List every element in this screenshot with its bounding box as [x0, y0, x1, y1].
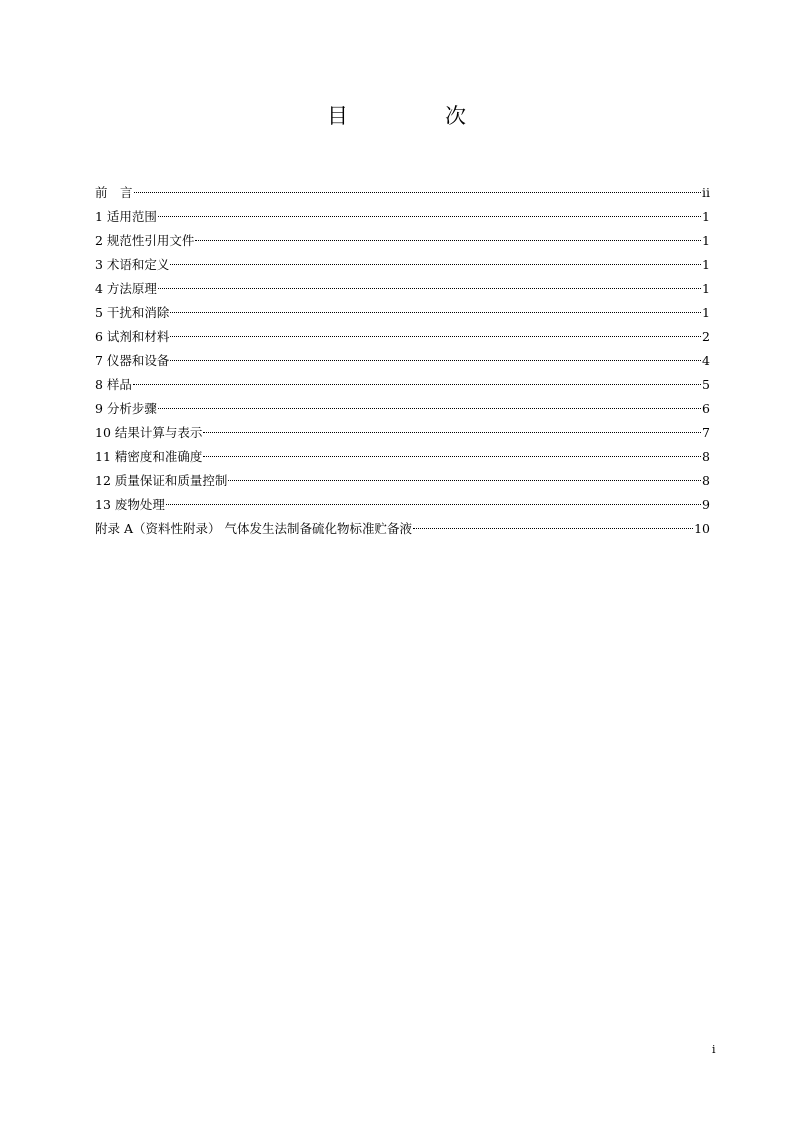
toc-leader-dots — [203, 432, 701, 433]
toc-entry-label: 5 干扰和消除 — [95, 305, 170, 320]
toc-entry-page: 1 — [702, 257, 710, 272]
toc-leader-dots — [203, 456, 701, 457]
toc-entry-label: 2 规范性引用文件 — [95, 233, 195, 248]
toc-leader-dots — [134, 192, 701, 193]
toc-leader-dots — [133, 384, 701, 385]
toc-entry-page: ii — [702, 185, 710, 200]
toc-leader-dots — [158, 408, 701, 409]
toc-entry-scope[interactable] — [95, 205, 710, 229]
toc-entry-calculation[interactable] — [95, 421, 710, 445]
toc-entry-normative-references[interactable] — [95, 229, 710, 253]
toc-entry-label: 附录 A（资料性附录） 气体发生法制备硫化物标准贮备液 — [95, 521, 412, 536]
page-title: 目 次 — [327, 104, 504, 128]
toc-entry-page: 8 — [702, 449, 710, 464]
toc-entry-label: 12 质量保证和质量控制 — [95, 473, 228, 488]
toc-entry-foreword[interactable] — [95, 181, 710, 205]
toc-entry-page: 10 — [694, 521, 710, 536]
toc-entry-page: 1 — [702, 233, 710, 248]
toc-leader-dots — [170, 264, 701, 265]
toc-entry-reagents[interactable] — [95, 325, 710, 349]
toc-entry-page: 6 — [702, 401, 710, 416]
page-number: i — [712, 1043, 716, 1056]
toc-leader-dots — [195, 240, 701, 241]
toc-entry-label: 8 样品 — [95, 377, 132, 392]
toc-entry-page: 1 — [702, 209, 710, 224]
toc-entry-label: 3 术语和定义 — [95, 257, 170, 272]
toc-entry-label: 7 仪器和设备 — [95, 353, 170, 368]
toc-entry-label: 9 分析步骤 — [95, 401, 157, 416]
toc-entry-interference[interactable] — [95, 301, 710, 325]
toc-entry-label: 13 废物处理 — [95, 497, 165, 512]
toc-entry-label: 11 精密度和准确度 — [95, 449, 203, 464]
toc-entry-page: 7 — [702, 425, 710, 440]
toc-entry-appendix-a[interactable] — [95, 517, 710, 541]
toc-entry-page: 1 — [702, 281, 710, 296]
toc-entry-page: 2 — [702, 329, 710, 344]
toc-leader-dots — [228, 480, 701, 481]
toc-leader-dots — [170, 336, 701, 337]
toc-entry-page: 8 — [702, 473, 710, 488]
toc-entry-waste-disposal[interactable] — [95, 493, 710, 517]
toc-entry-apparatus[interactable] — [95, 349, 710, 373]
toc-entry-page: 9 — [702, 497, 710, 512]
toc-entry-procedure[interactable] — [95, 397, 710, 421]
toc-entry-precision[interactable] — [95, 445, 710, 469]
toc-entry-label: 4 方法原理 — [95, 281, 157, 296]
toc-entry-method-principle[interactable] — [95, 277, 710, 301]
toc-entry-page: 1 — [702, 305, 710, 320]
toc-entry-label: 前 言 — [95, 185, 133, 200]
toc-leader-dots — [158, 216, 701, 217]
toc-leader-dots — [158, 288, 701, 289]
toc-leader-dots — [170, 312, 701, 313]
toc-entry-label: 6 试剂和材料 — [95, 329, 170, 344]
toc-entry-terms-definitions[interactable] — [95, 253, 710, 277]
toc-entry-page: 5 — [702, 377, 710, 392]
toc-entry-label: 10 结果计算与表示 — [95, 425, 203, 440]
toc-entry-page: 4 — [702, 353, 710, 368]
table-of-contents — [95, 181, 710, 541]
toc-leader-dots — [170, 360, 701, 361]
toc-leader-dots — [166, 504, 701, 505]
toc-leader-dots — [413, 528, 693, 529]
toc-entry-label: 1 适用范围 — [95, 209, 157, 224]
toc-entry-quality-control[interactable] — [95, 469, 710, 493]
toc-entry-samples[interactable] — [95, 373, 710, 397]
